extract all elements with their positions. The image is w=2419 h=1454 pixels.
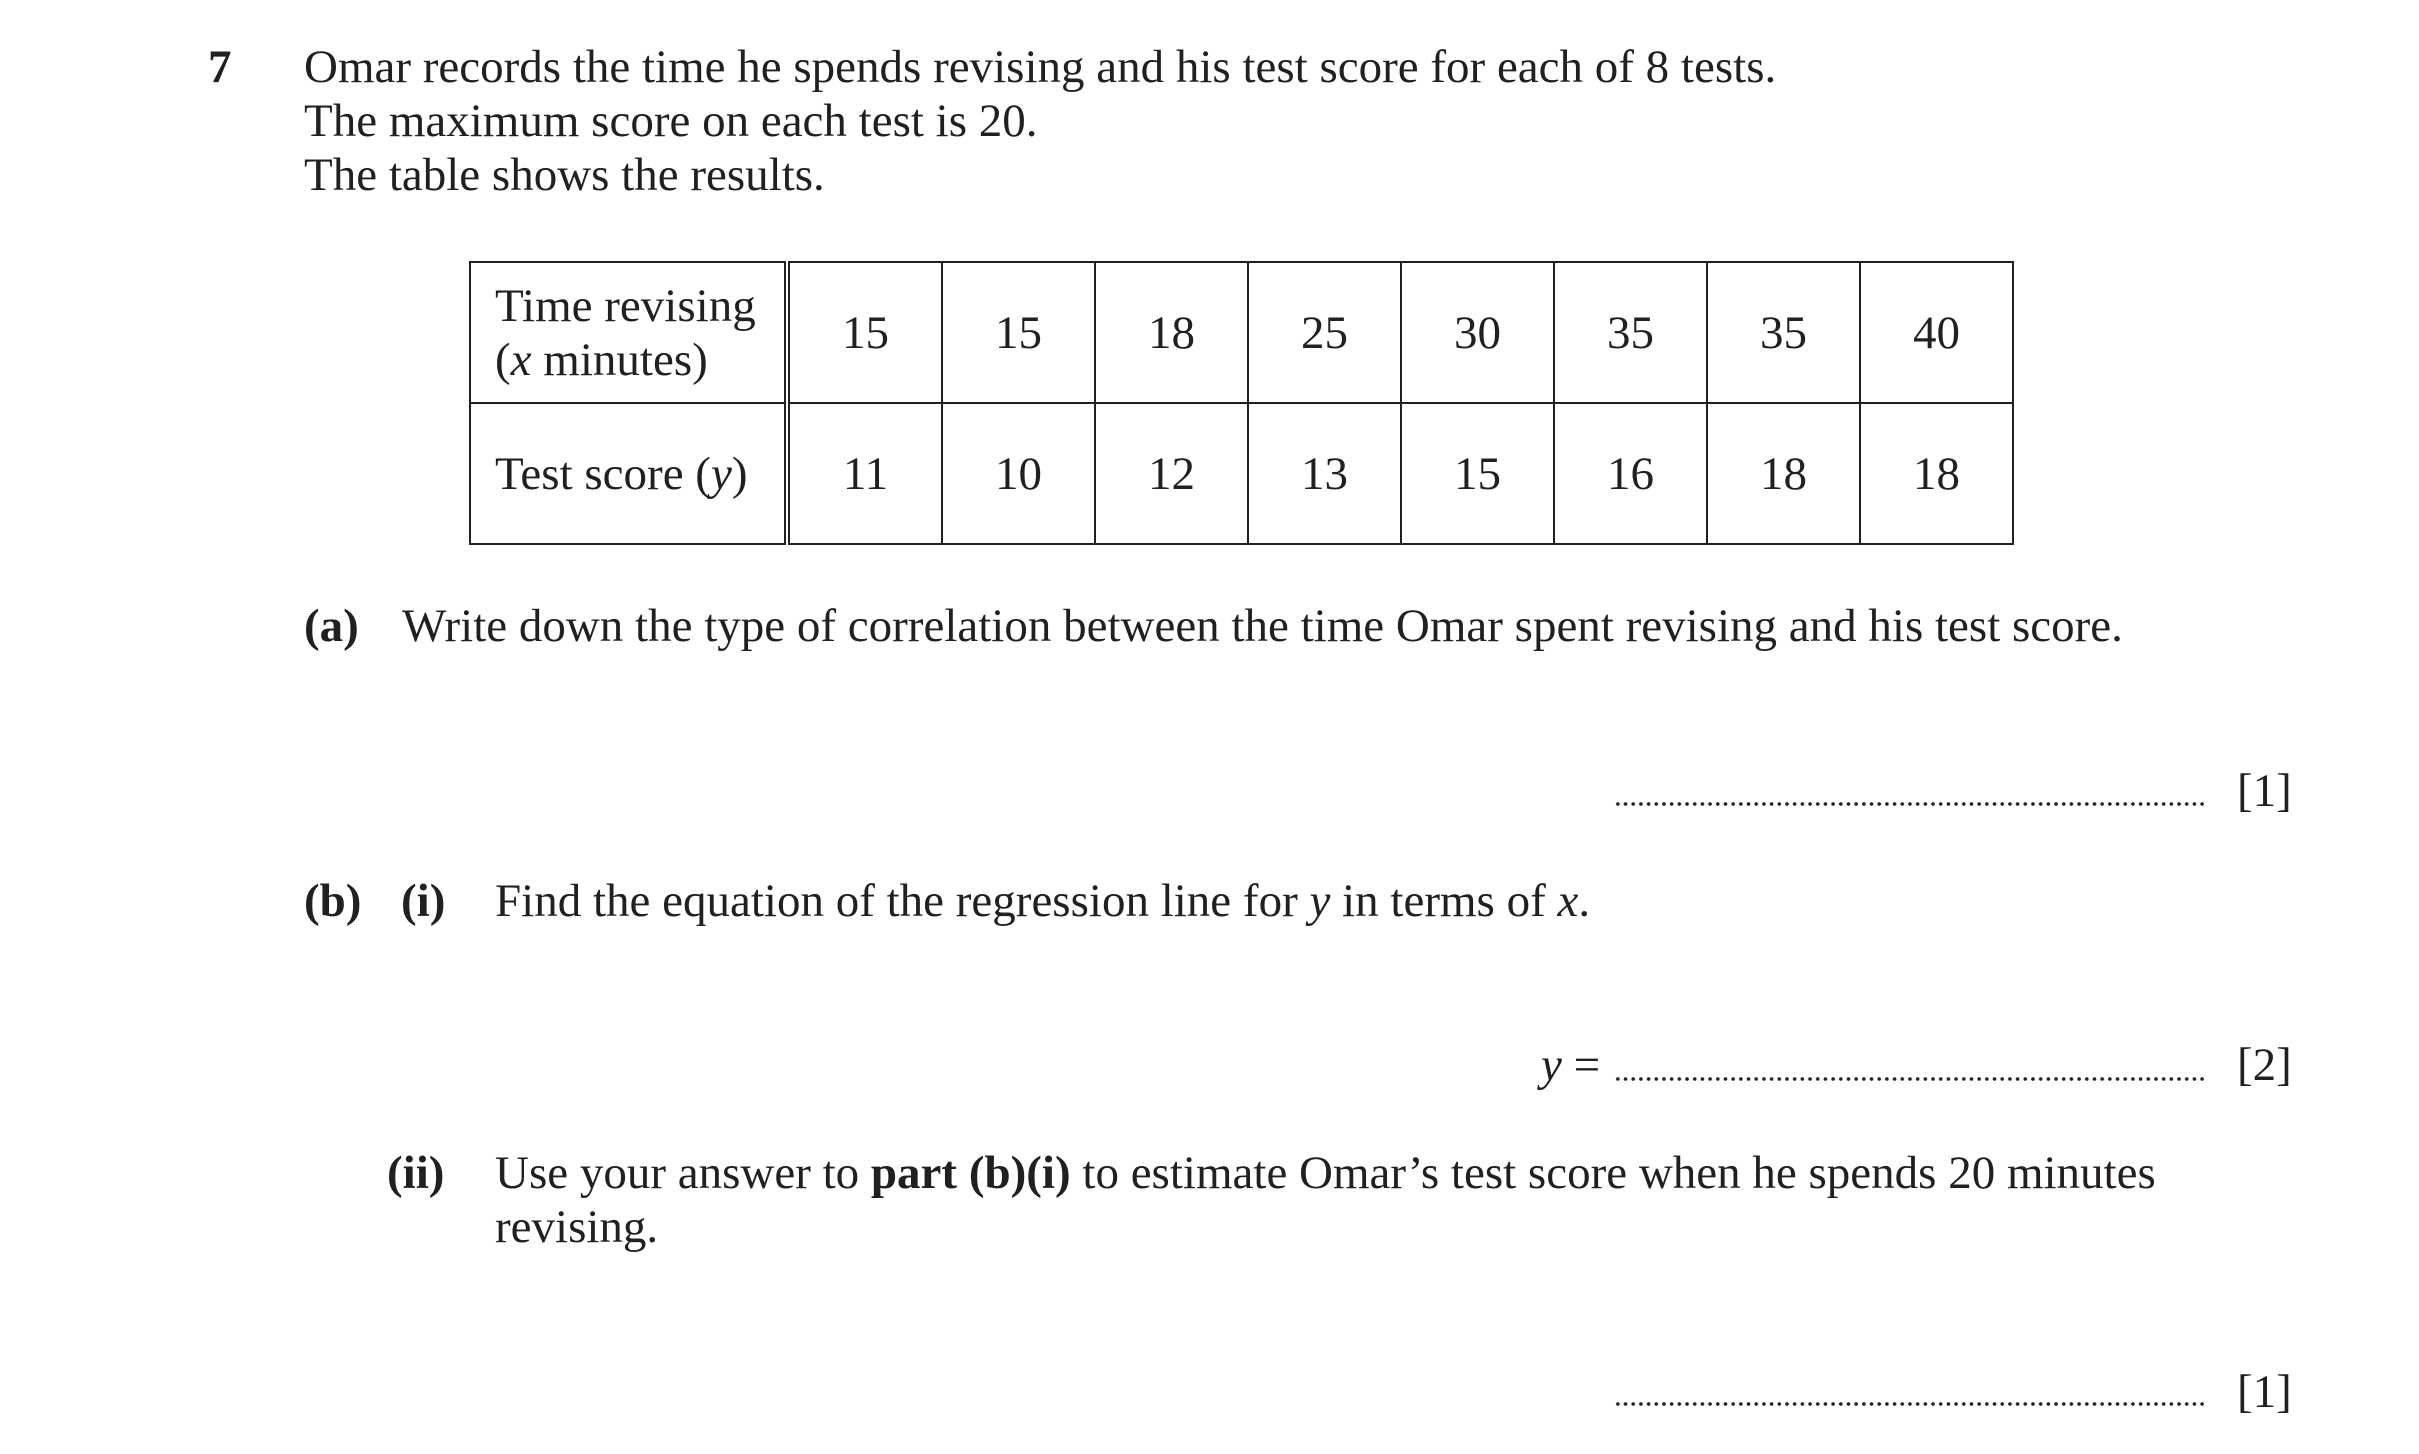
table-row-score [470,403,2013,544]
row-header-score [470,403,787,544]
table-cell-y: 18 [1707,403,1860,544]
table-cell-x: 35 [1707,262,1860,403]
table-cell-y: 16 [1554,403,1707,544]
row-header-time [470,262,787,403]
table-cell-x: 35 [1554,262,1707,403]
table-cell-x: 40 [1860,262,2013,403]
table-row-time [470,262,2013,403]
var-y: y [1541,1039,1562,1091]
var-x: x [1557,875,1579,927]
b-i-text-pre: Find the equation of the regression line for [495,875,1310,927]
results-table [469,261,2014,545]
table-cell-y: 12 [1095,403,1248,544]
part-b-i-text [495,874,1590,928]
part-b-i-label: (i) [401,875,446,927]
var-x: x [510,333,532,386]
table-cell-y: 11 [787,403,942,544]
part-b-ii-label: (ii) [387,1147,445,1199]
b-ii-text-post: to estimate Omar’s test score when he spends 20 minutes [1070,1147,2156,1199]
b-i-text-mid: in terms of [1330,875,1558,927]
table-cell-x: 30 [1401,262,1554,403]
table-cell-y: 15 [1401,403,1554,544]
var-y: y [710,447,732,500]
var-y: y [1309,875,1331,927]
intro-line-2: The maximum score on each test is 20. [304,95,1038,147]
table-cell-x: 15 [787,262,942,403]
paren-open: ( [495,333,511,386]
part-b-i-marks: [2] [2237,1039,2292,1091]
row-header-time-line1: Time revising [495,279,756,332]
intro-line-3: The table shows the results. [304,149,825,201]
table-cell-y: 13 [1248,403,1401,544]
table-cell-x: 15 [942,262,1095,403]
part-b-ii-marks: [1] [2237,1366,2292,1418]
part-b-ii-text [495,1146,2156,1200]
minutes-text: minutes) [531,333,708,386]
part-b-i-answer-line[interactable] [1614,1072,2205,1090]
table-cell-y: 18 [1860,403,2013,544]
part-a-label: (a) [304,600,359,652]
question-intro [304,40,1776,202]
part-a-text: Write down the type of correlation between the time Omar spent revising and his test score. [402,600,2123,652]
part-b-label: (b) [304,875,362,927]
intro-line-1: Omar records the time he spends revising and his test score for each of 8 tests. [304,41,1777,93]
equals-sign: = [1561,1039,1601,1091]
b-ii-text-pre: Use your answer to [495,1147,871,1199]
table-cell-y: 10 [942,403,1095,544]
b-i-text-post: . [1578,875,1591,927]
part-b-ii-text-line2: revising. [495,1201,659,1253]
row-header-time-line2 [495,333,784,387]
table-cell-x: 18 [1095,262,1248,403]
part-a-answer-line[interactable] [1614,797,2205,815]
paren-close: ) [731,447,748,500]
part-a-marks: [1] [2237,765,2292,817]
part-b-ii-answer-line[interactable] [1614,1397,2205,1415]
table-cell-x: 25 [1248,262,1401,403]
question-number: 7 [208,41,232,93]
b-ii-text-bold: part (b)(i) [870,1147,1071,1199]
part-b-i-answer-prefix [1541,1038,1600,1092]
score-text: Test score ( [495,447,711,500]
